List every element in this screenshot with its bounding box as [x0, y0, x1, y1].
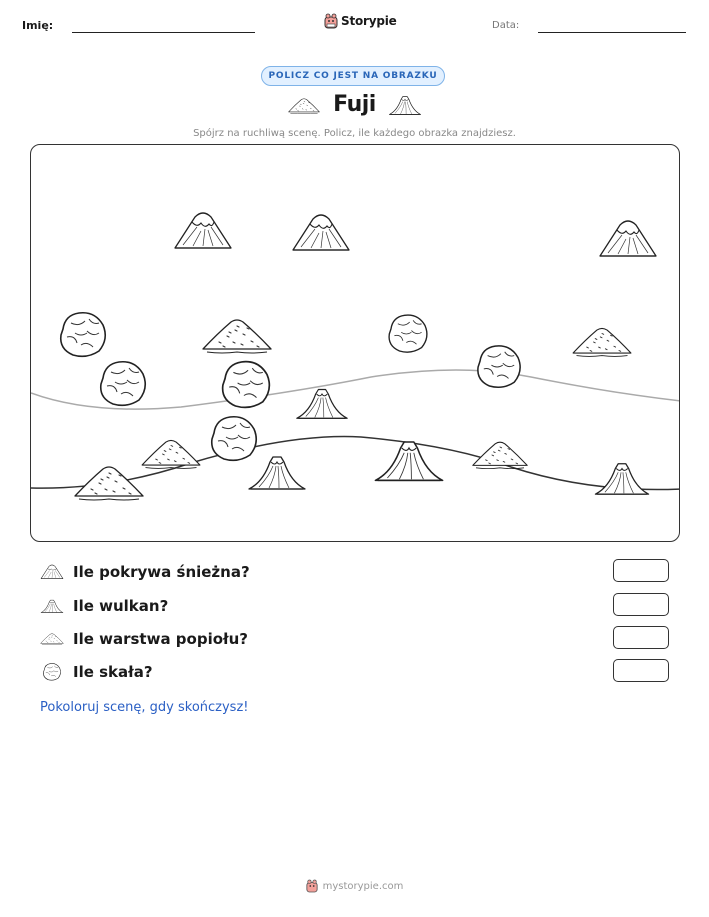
question-row-snowcap	[40, 560, 250, 584]
snowcap-3	[600, 221, 656, 256]
question-row-rock	[40, 660, 153, 684]
name-label: Imię:	[22, 19, 54, 32]
volcano-icon	[40, 597, 64, 615]
volcano-4	[595, 464, 648, 494]
answer-box-ash[interactable]	[613, 626, 669, 649]
question-text: Ile warstwa popiołu?	[73, 630, 248, 648]
rock-3	[223, 362, 270, 408]
coloring-note: Pokoloruj scenę, gdy skończysz!	[40, 700, 249, 715]
footer	[0, 879, 709, 893]
ash-pile-icon	[40, 630, 64, 648]
name-line	[72, 32, 255, 33]
answer-box-snowcap[interactable]	[613, 559, 669, 582]
page-title: Fuji	[333, 92, 376, 117]
answer-box-rock[interactable]	[613, 659, 669, 682]
ash-pile-2	[573, 328, 631, 356]
title-volcano-icon	[388, 92, 422, 118]
ash-pile-5	[473, 442, 527, 468]
scene-drawing	[31, 145, 680, 542]
snowcap-2	[293, 215, 349, 250]
rock-4	[212, 417, 257, 461]
rock-6	[478, 346, 520, 387]
question-row-ash	[40, 627, 248, 651]
instructions: Spójrz na ruchliwą scenę. Policz, ile każdego obrazka znajdziesz.	[193, 128, 516, 139]
counting-scene	[30, 144, 680, 542]
ash-pile-4	[75, 467, 143, 500]
instruction-badge: POLICZ CO JEST NA OBRAZKU	[261, 66, 445, 86]
date-label: Data:	[492, 20, 520, 31]
snowcap-1	[175, 213, 231, 248]
logo	[324, 13, 397, 29]
rock-5	[389, 315, 427, 352]
question-text: Ile pokrywa śnieżna?	[73, 563, 250, 581]
storypie-mascot-icon	[324, 13, 338, 29]
footer-site: mystorypie.com	[322, 880, 404, 892]
ash-pile-3	[142, 440, 200, 468]
rock-icon	[40, 662, 64, 682]
rock-2	[101, 362, 146, 406]
volcano-2	[249, 457, 305, 489]
volcano-1	[297, 390, 347, 419]
logo-text: Storypie	[341, 14, 397, 28]
answer-box-volcano[interactable]	[613, 593, 669, 616]
date-line	[538, 32, 686, 33]
ash-pile-1	[203, 320, 271, 353]
rock-1	[61, 313, 106, 357]
footer-mascot-icon	[306, 879, 318, 893]
question-text: Ile wulkan?	[73, 597, 169, 615]
question-text: Ile skała?	[73, 663, 153, 681]
volcano-3	[375, 442, 442, 480]
snowcap-icon	[40, 563, 64, 581]
question-row-volcano	[40, 594, 168, 618]
